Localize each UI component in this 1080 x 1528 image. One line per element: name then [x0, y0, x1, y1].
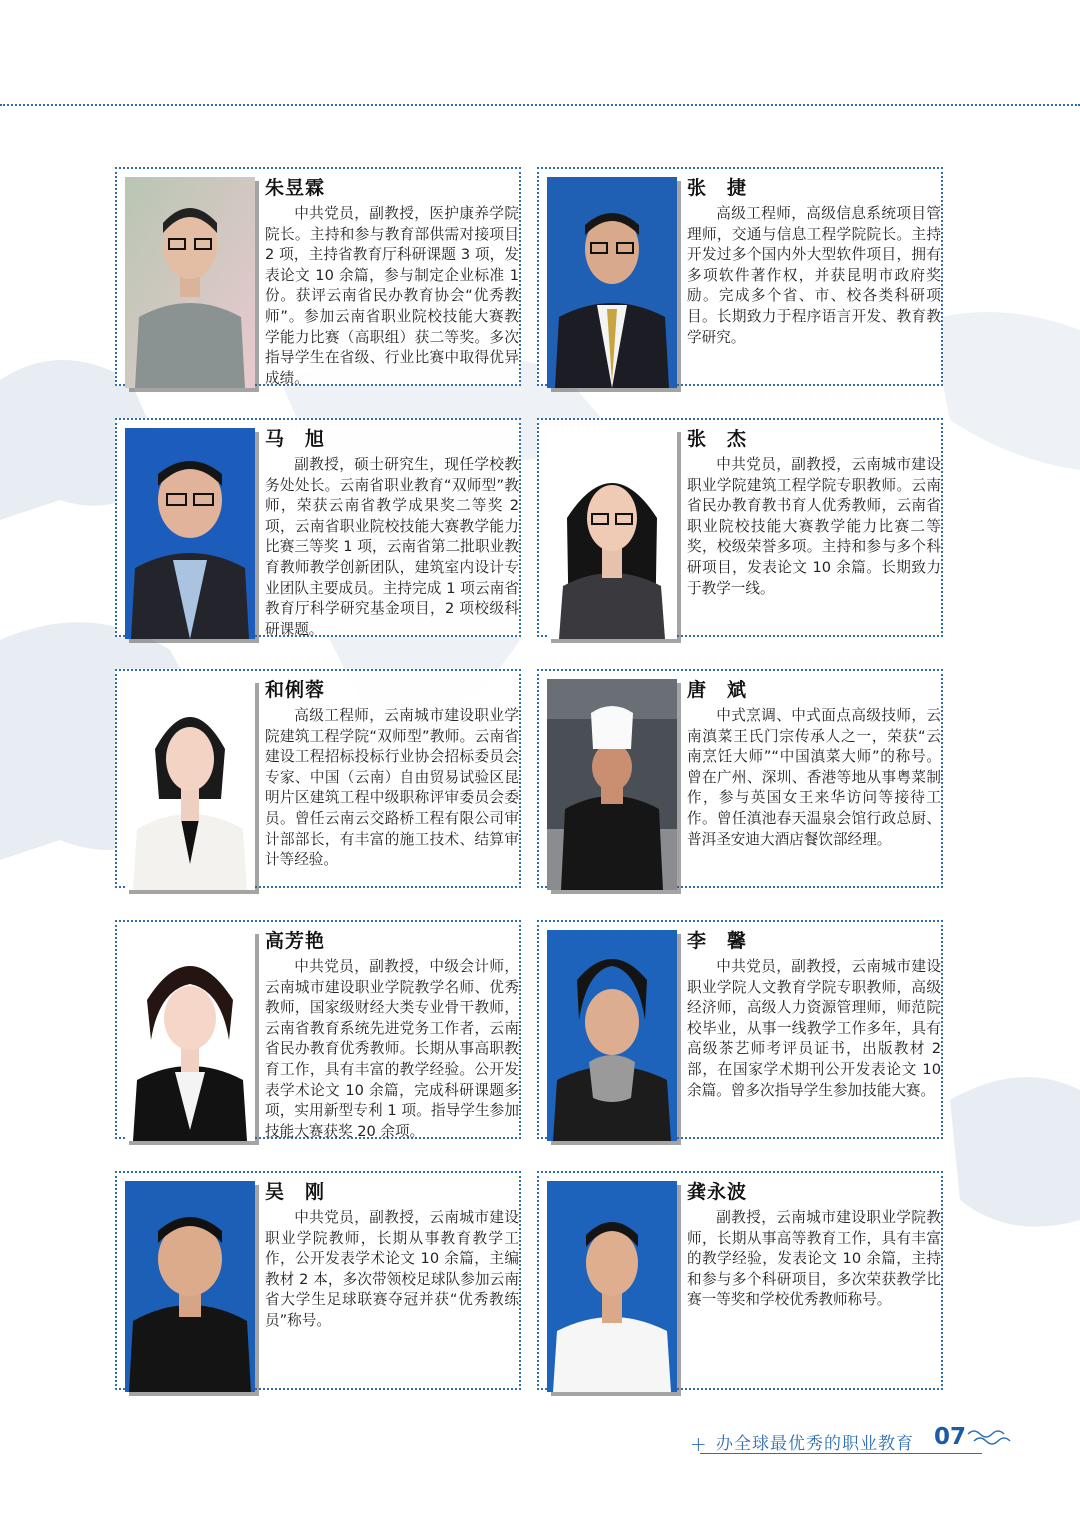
profile-bio: 中共党员，副教授，云南城市建设职业学院建筑工程学院专职教师。云南省民办教育教书育人优秀教师，云南省职业院校技能大赛教学能力比赛二等奖，校级荣誉多项。主持和参与多个科研项目，发表论文 10 余篇。长期致力于教学一线。: [687, 456, 941, 597]
profile-card: [537, 1171, 943, 1390]
profile-card: [115, 167, 521, 386]
waves-icon: [966, 1426, 1014, 1448]
page-number: 07: [934, 1424, 967, 1450]
portrait-photo: [125, 1181, 255, 1392]
portrait-photo: [547, 930, 677, 1141]
profile-bio: 中式烹调、中式面点高级技师，云南滇菜王氏门宗传承人之一，荣获“云南烹饪大师”“中国滇菜大师”的称号。曾在广州、深圳、香港等地从事粤菜制作，参与英国女王来华访问等接待工作。曾任滇池春天温泉会馆行政总厨、普洱圣安迪大酒店餐饮部经理。: [687, 707, 941, 848]
profile-bio: 中共党员，副教授，中级会计师，云南城市建设职业学院教学名师、优秀教师，国家级财经大类专业骨干教师，云南省教育系统先进党务工作者，云南省民办教育优秀教师。长期从事高职教育工作，具有丰富的教学经验。公开发表学术论文 10 余篇，完成科研课题多项，实用新型专利 1 项。指导学生参加技能大赛获奖 20 余项。: [265, 958, 519, 1140]
profile-bio: 中共党员，副教授，云南城市建设职业学院人文教育学院专职教师，高级经济师，高级人力资源管理师，师范院校毕业，从事一线教学工作多年，具有高级茶艺师考评员证书，出版教材 2 部，在国家学术期刊公开发表论文 10 余篇。曾多次指导学生参加技能大赛。: [687, 958, 941, 1099]
profile-name: 张 杰: [687, 428, 748, 450]
profile-name: 和俐蓉: [265, 679, 326, 701]
profile-card: [115, 669, 521, 888]
profile-bio: 高级工程师，高级信息系统项目管理师，交通与信息工程学院院长。主持开发过多个国内外大型软件项目，拥有多项软件著作权，并获昆明市政府奖励。完成多个省、市、校各类科研项目。长期致力于程序语言开发、教育教学研究。: [687, 205, 941, 346]
portrait-photo: [125, 177, 255, 388]
profile-name: 龚永波: [687, 1181, 748, 1203]
portrait-photo: [547, 177, 677, 388]
profile-name: 朱昱霖: [265, 177, 326, 199]
profile-card: [537, 669, 943, 888]
profile-card: [537, 920, 943, 1139]
profile-bio: 中共党员，副教授，云南城市建设职业学院教师，长期从事教育教学工作，公开发表学术论文 10 余篇，主编教材 2 本，多次带领校足球队参加云南省大学生足球联赛夺冠并获“优秀教练员”称号。: [265, 1209, 519, 1329]
profile-name: 马 旭: [265, 428, 326, 450]
portrait-photo: [547, 428, 677, 639]
profile-bio: 副教授，云南城市建设职业学院教师，长期从事高等教育工作，具有丰富的教学经验，发表论文 10 余篇，主持和参与多个科研项目，多次荣获教学比赛一等奖和学校优秀教师称号。: [687, 1209, 941, 1309]
footer-slogan: 办全球最优秀的职业教育: [716, 1434, 914, 1454]
profile-card: [115, 1171, 521, 1390]
profile-bio: 副教授，硕士研究生，现任学校教务处处长。云南省职业教育“双师型”教师，荣获云南省教学成果奖二等奖 2 项，云南省职业院校技能大赛教学能力比赛三等奖 1 项，云南省第二批职业教育教师教学创新团队，建筑室内设计专业团队主要成员。主持完成 1 项云南省教育厅科学研究基金项目，2 项校级科研课题。: [265, 456, 519, 638]
portrait-photo: [547, 1181, 677, 1392]
profile-card: [537, 418, 943, 637]
profile-card: [537, 167, 943, 386]
profile-card: [115, 418, 521, 637]
profile-name: 唐 斌: [687, 679, 748, 701]
portrait-photo: [125, 930, 255, 1141]
portrait-photo: [125, 428, 255, 639]
portrait-photo: [125, 679, 255, 890]
profile-name: 高芳艳: [265, 930, 326, 952]
profile-name: 李 馨: [687, 930, 748, 952]
portrait-photo: [547, 679, 677, 890]
profile-name: 张 捷: [687, 177, 748, 199]
footer-rule: [700, 1453, 982, 1454]
profile-bio: 中共党员，副教授，医护康养学院院长。主持和参与教育部供需对接项目 2 项，主持省教育厅科研课题 3 项，发表论文 10 余篇，参与制定企业标准 1 份。获评云南省民办教育协会“优秀教师”。参加云南省职业院校技能大赛教学能力比赛（高职组）获二等奖。多次指导学生在省级、行业比赛中取得优异成绩。: [265, 205, 519, 387]
plus-icon: +: [690, 1432, 707, 1456]
profile-bio: 高级工程师，云南城市建设职业学院建筑工程学院“双师型”教师。云南省建设工程招标投标行业协会招标委员会专家、中国（云南）自由贸易试验区昆明片区建筑工程中级职称评审委员会委员。曾任云南云交路桥工程有限公司审计部部长，有丰富的施工技术、结算审计等经验。: [265, 707, 519, 869]
profile-name: 吴 刚: [265, 1181, 326, 1203]
page-footer: [690, 1420, 1030, 1466]
profile-card: [115, 920, 521, 1139]
header-dotted-rule: [0, 104, 1080, 106]
